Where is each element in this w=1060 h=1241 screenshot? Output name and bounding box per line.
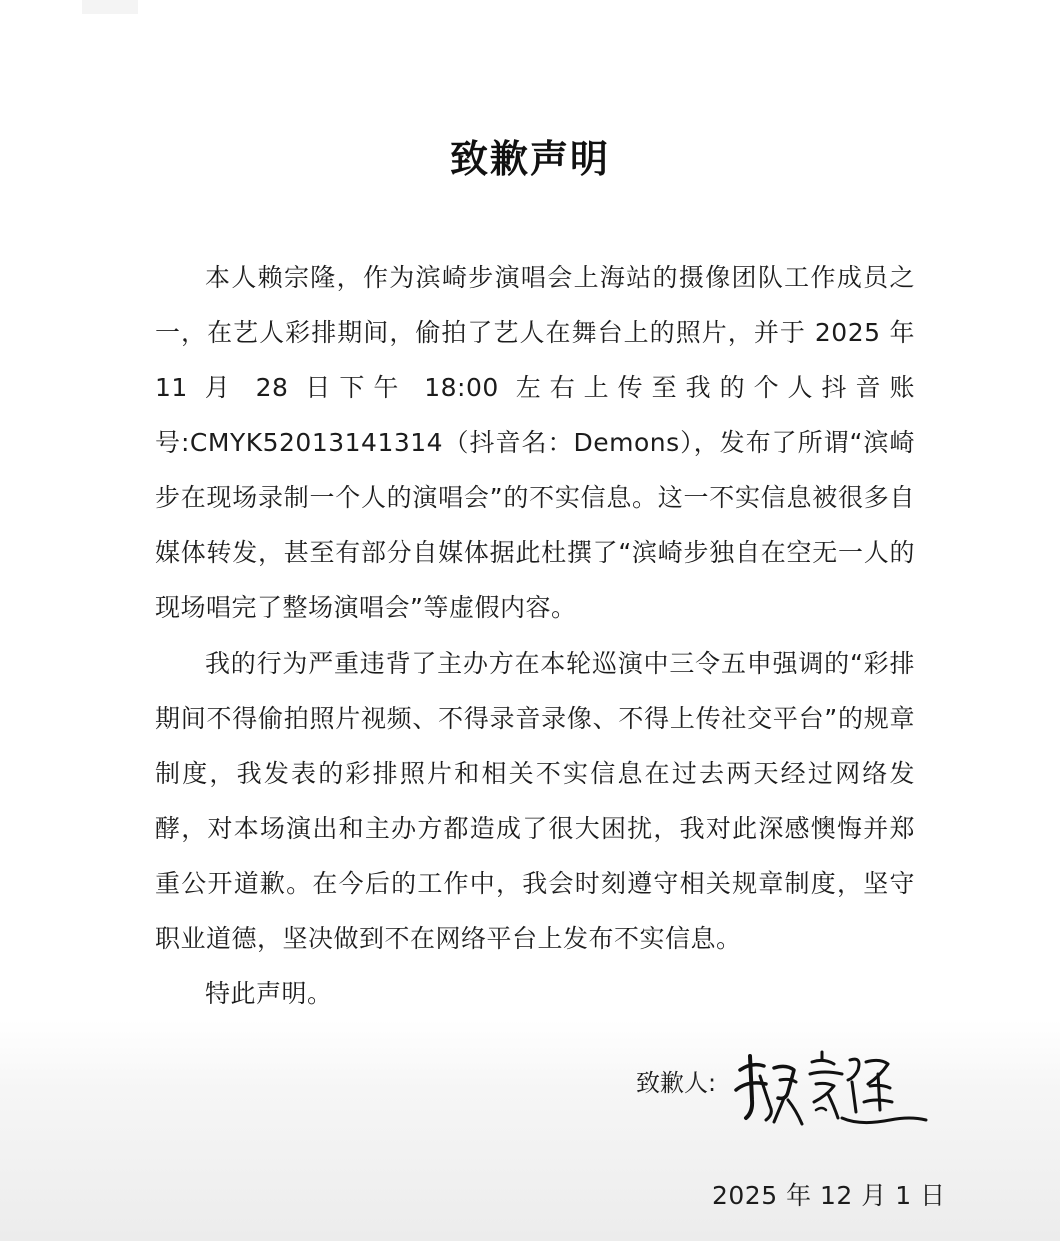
paragraph-apology: 我的行为严重违背了主办方在本轮巡演中三令五申强调的“彩排期间不得偷拍照片视频、不得录音录像、不得上传社交平台”的规章制度，我发表的彩排照片和相关不实信息在过去两天经过网络发酵，对本场演出和主办方都造成了很大困扰，我对此深感懊悔并郑重公开道歉。在今后的工作中，我会时刻遵守相关规章制度，坚守职业道德，坚决做到不在网络平台上发布不实信息。: [155, 649, 915, 953]
paragraph-statement: 本人赖宗隆，作为滨崎步演唱会上海站的摄像团队工作成员之一，在艺人彩排期间，偷拍了艺人在舞台上的照片，并于 2025 年 11 月 28 日下午 18:00 左右上传至我的个人抖音账号:CMYK52013141314（抖音名：Demons），发布了所谓“滨崎步在现场录制一个人的演唱会”的不实信息。这一不实信息被很多自媒体转发，甚至有部分自媒体据此杜撰了“滨崎步独自在空无一人的现场唱完了整场演唱会”等虚假内容。: [155, 263, 915, 622]
scan-mark: [82, 0, 138, 14]
document-title: 致歉声明: [449, 137, 610, 181]
paragraph-closing: 特此声明。: [205, 979, 333, 1008]
document-date: 2025 年 12 月 1 日: [712, 1181, 946, 1210]
handwritten-signature: [730, 1040, 930, 1135]
signature-block: [630, 1040, 940, 1140]
document-body: [155, 250, 915, 1021]
signer-label: 致歉人:: [636, 1069, 717, 1097]
